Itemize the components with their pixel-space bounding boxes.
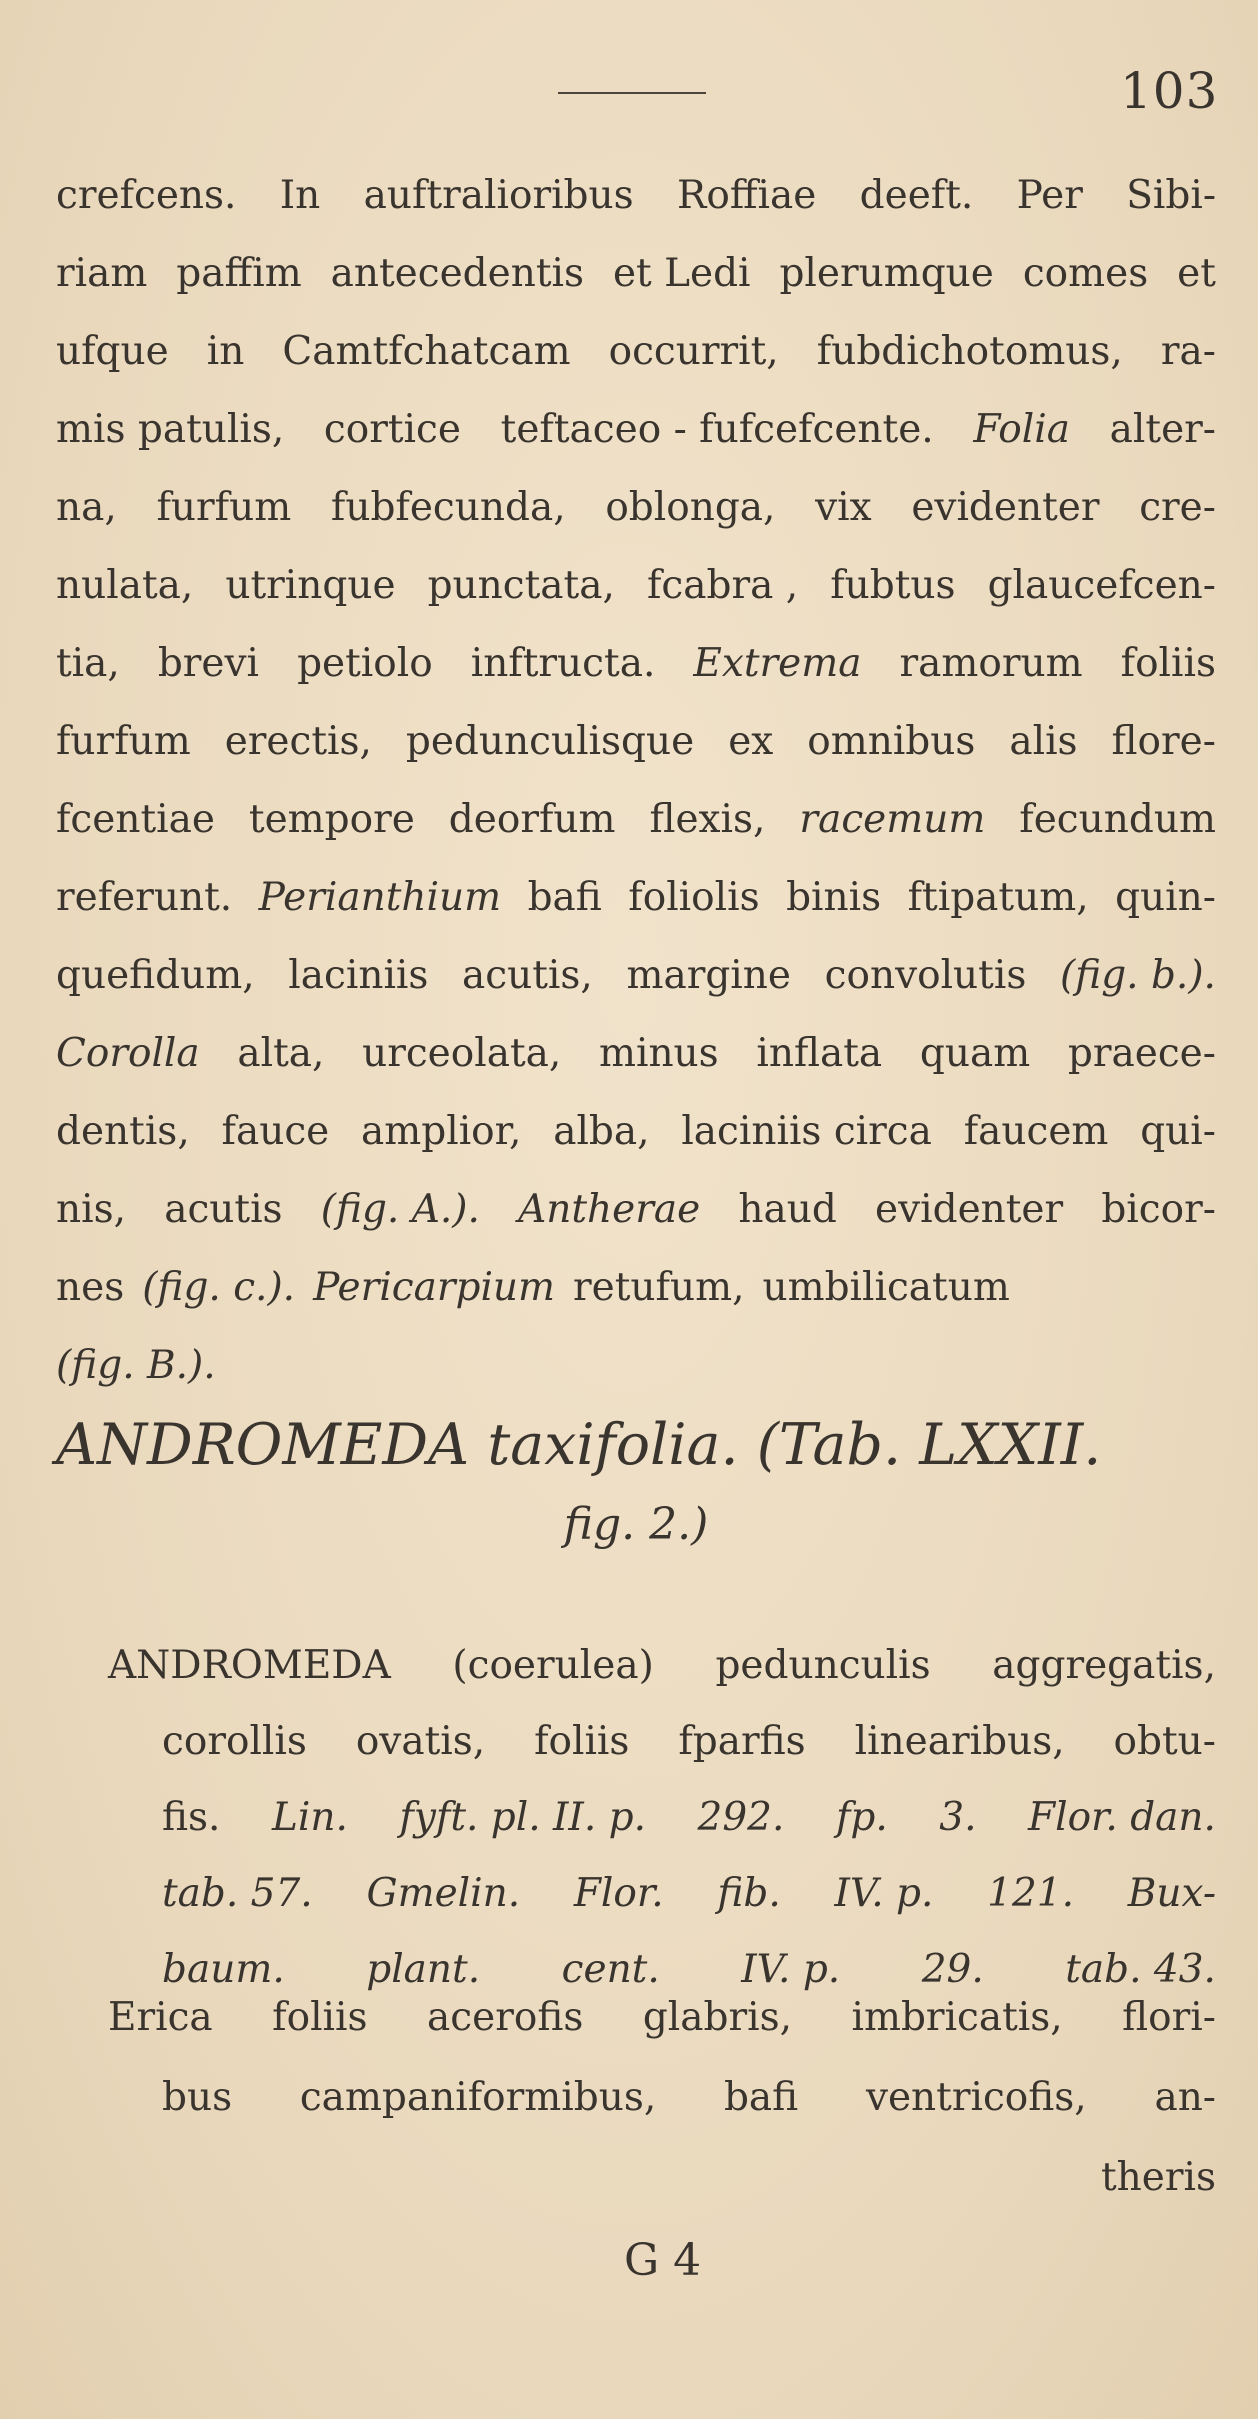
word: fecundum [1019,797,1216,842]
text-line [162,1790,1216,1846]
text-line [56,246,1216,302]
word: inftructa. [470,641,656,686]
word: flore- [1111,719,1216,764]
word: haud [738,1187,837,1232]
word: quam [919,1031,1031,1076]
text-line [56,1026,1216,1082]
word: quefidum, [56,953,255,998]
word: fubfecunda, [330,485,566,530]
word: quin- [1115,875,1216,920]
word: vix [815,485,872,530]
word: acutis [164,1187,283,1232]
word: pedunculis [715,1643,931,1688]
word: Bux- [1127,1871,1216,1916]
word: tia, [56,641,120,686]
word: fubtus [830,563,956,608]
word: crefcens. [56,173,237,218]
word: ftipatum, [907,875,1089,920]
word: 121. [987,1871,1074,1916]
page-number: 103 [1120,62,1219,120]
word: imbricatis, [851,1995,1063,2040]
word: laciniis [288,953,429,998]
word: deeft. [859,173,974,218]
word: pedunculisque [405,719,695,764]
word: (fig. A.). [320,1187,480,1232]
word: tempore [248,797,415,842]
word: fp. [835,1795,888,1840]
word: glaucefcen- [987,563,1216,608]
word: foliis [534,1719,630,1764]
word: tab. 57. [162,1871,313,1916]
word: brevi [157,641,260,686]
text-line [56,636,1216,692]
word: Flor. [573,1871,664,1916]
word: omnibus [807,719,976,764]
text-line [56,558,1216,614]
word: flori- [1122,1995,1216,2040]
word: nis, [56,1187,127,1232]
word: acutis, [462,953,593,998]
word: bus [162,2075,233,2120]
word: bafi [527,875,602,920]
word: alba, [553,1109,650,1154]
word: alta, [237,1031,325,1076]
word: minus [598,1031,719,1076]
text-line [56,168,1216,224]
word: corollis [162,1719,307,1764]
word: Antherae [518,1187,701,1232]
word: et Ledi [612,251,751,296]
word: Camtfchatcam [282,329,571,374]
word: fauce [221,1109,330,1154]
word: IV. p. [741,1947,841,1992]
word: praece- [1067,1031,1216,1076]
word: auftralioribus [363,173,634,218]
word: Extrema [693,641,862,686]
word: fparfis [678,1719,806,1764]
word: foliis [272,1995,368,2040]
text-line [56,948,1216,1004]
word: ventricofis, [865,2075,1087,2120]
word: et [1177,251,1216,296]
text-line [56,1260,1216,1316]
word: antecedentis [330,251,584,296]
word: dentis, [56,1109,190,1154]
word: ovatis, [355,1719,486,1764]
word: ANDROMEDA [108,1643,391,1688]
word: furfum [56,719,191,764]
word: Folia [973,407,1070,452]
word: fib. [717,1871,781,1916]
word: petiolo [297,641,433,686]
word: tab. 43. [1065,1947,1216,1992]
word: (fig. b.). [1059,953,1216,998]
word: linearibus, [854,1719,1065,1764]
word: (fig. B.). [56,1343,216,1388]
word: fcentiae [56,797,215,842]
word: occurrit, [608,329,779,374]
word: cortice [323,407,461,452]
word: alter- [1109,407,1216,452]
word: faucem [963,1109,1109,1154]
word: referunt. [56,875,233,920]
word: In [279,173,321,218]
word: ra- [1160,329,1216,374]
word: cent. [561,1947,660,1992]
word: ex [728,719,774,764]
header-rule [558,92,706,94]
word: utrinque [225,563,396,608]
word: teftaceo - fufcefcente. [500,407,934,452]
word: Pericarpium [313,1265,556,1310]
word: inflata [756,1031,883,1076]
word: nes [56,1265,125,1310]
text-line [162,2070,1216,2126]
word: racemum [799,797,986,842]
word: bicor- [1101,1187,1216,1232]
word: foliis [1120,641,1216,686]
species-heading-figure [56,1490,1216,1560]
text-line [56,792,1216,848]
word: Sibi- [1126,173,1216,218]
word: Erica [108,1995,213,2040]
word: comes [1022,251,1149,296]
word: an- [1154,2075,1216,2120]
word: aggregatis, [992,1643,1216,1688]
word: umbilicatum [762,1265,1010,1310]
word: flexis, [649,797,766,842]
word: campaniformibus, [299,2075,657,2120]
word: margine [626,953,791,998]
species-heading-line2: fig. 2.) [563,1499,709,1550]
word: oblonga, [605,485,776,530]
word: theris [1100,2155,1216,2200]
word: Perianthium [258,875,502,920]
word: fcabra , [646,563,799,608]
word: nulata, [56,563,194,608]
word: Gmelin. [366,1871,521,1916]
word: baum. [162,1947,285,1992]
word: glabris, [642,1995,793,2040]
word: Corolla [56,1031,200,1076]
text-line [56,480,1216,536]
word: Flor. dan. [1028,1795,1216,1840]
text-line [56,2150,1216,2206]
text-line [162,1866,1216,1922]
text-line [108,1990,1216,2046]
word: bafi [723,2075,799,2120]
word: retufum, [573,1265,745,1310]
word: convolutis [824,953,1027,998]
text-line [162,1714,1216,1770]
word: amplior, [361,1109,522,1154]
word: punctata, [427,563,615,608]
word: mis patulis, [56,407,285,452]
word: in [206,329,245,374]
word: Roffiae [676,173,817,218]
word: Lin. [271,1795,348,1840]
word: qui- [1140,1109,1216,1154]
word: 3. [939,1795,977,1840]
word: fyft. pl. II. p. [399,1795,646,1840]
word: alis [1009,719,1078,764]
word: (coerulea) [452,1643,654,1688]
word: 292. [697,1795,785,1840]
word: ramorum [899,641,1083,686]
word: urceolata, [362,1031,562,1076]
text-line [108,1638,1216,1694]
word: 29. [921,1947,984,1992]
signature-mark: G 4 [624,2235,702,2286]
species-heading-line1: ANDROMEDA taxifolia. (Tab. LXXII. [56,1412,1102,1478]
text-line [56,870,1216,926]
word: binis [786,875,882,920]
word: Per [1016,173,1083,218]
word: paffim [176,251,302,296]
text-line [56,402,1216,458]
species-heading [56,1410,1216,1480]
word: foliolis [628,875,760,920]
word: riam [56,251,148,296]
text-line [56,1104,1216,1160]
word: laciniis circa [681,1109,932,1154]
word: plerumque [779,251,994,296]
word: na, [56,485,117,530]
text-line [56,1338,1216,1394]
word: (fig. c.). [142,1265,296,1310]
word: erectis, [224,719,372,764]
word: evidenter [875,1187,1064,1232]
word: furfum [156,485,292,530]
word: ufque [56,329,169,374]
text-line [56,324,1216,380]
word: cre- [1139,485,1216,530]
word: plant. [366,1947,481,1992]
word: obtu- [1113,1719,1216,1764]
text-line [56,1182,1216,1238]
word: fis. [162,1795,221,1840]
word: deorfum [448,797,616,842]
word: acerofis [427,1995,584,2040]
word: evidenter [911,485,1100,530]
word: IV. p. [834,1871,934,1916]
word: fubdichotomus, [816,329,1123,374]
text-line [56,714,1216,770]
